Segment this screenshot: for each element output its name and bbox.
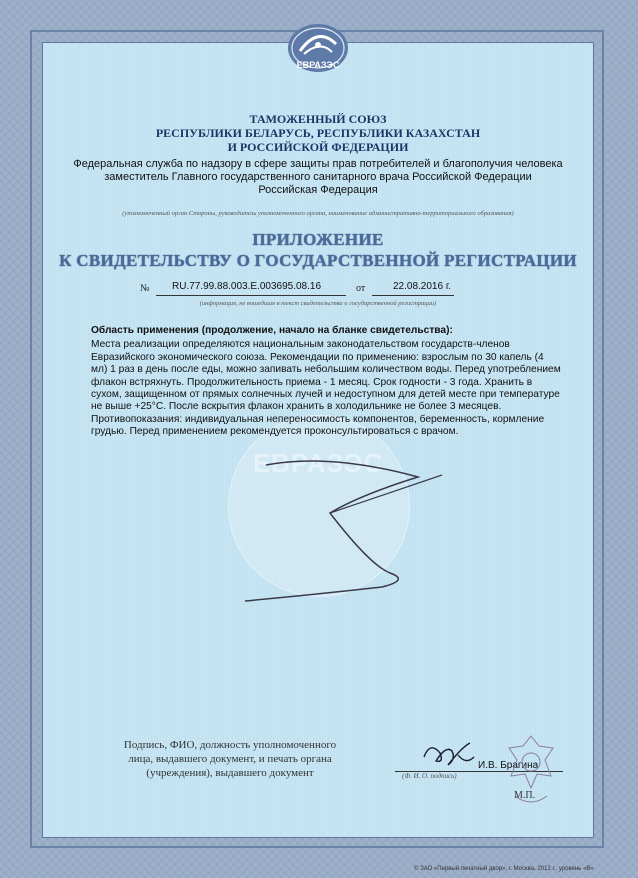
signature-instructions-line-3: (учреждения), выдавшего документ (146, 767, 314, 779)
authority-note: (уполномоченный орган Стороны, руководитель уполномоченного органа, наименование административно-территориального образования) (122, 210, 514, 217)
registration-date-label: от (356, 283, 366, 294)
application-scope (91, 325, 561, 439)
handwritten-signature (418, 735, 478, 773)
annex-title-line-1: ПРИЛОЖЕНИЕ (252, 230, 384, 249)
strike-through-mark (210, 455, 450, 605)
application-scope-text: Места реализации определяются национальным законодательством государств-членов Евразийского экономического союза. Рекомендации по применению: взрослым по 30 капель (4 мл) 1 раз в день после еды, можно запивать небольшим количеством воды. Перед употреблением флакон встряхнуть. Продолжительность приема - 1 месяц. Срок годности - 3 года. Хранить в сухом, защищенном от прямых солнечных лучей и недоступном для детей месте при температуре не выше +25°С. После вскрытия флакон хранить в холодильнике не более 3 месяцев. Противопоказания: индивидуальная непереносимость компонентов, беременность, кормление грудью. Перед применением рекомендуется проконсультироваться с врачом. (91, 339, 561, 438)
union-header (42, 112, 594, 154)
republics-line-1: РЕСПУБЛИКИ БЕЛАРУСЬ, РЕСПУБЛИКИ КАЗАХСТАН (155, 126, 481, 140)
signature-instructions-line-1: Подпись, ФИО, должность уполномоченного (123, 739, 337, 751)
printer-footer: © ЗАО «Первый печатный двор», г. Москва, 2012 г., уровень «В» (414, 866, 594, 872)
stamp-place-label: М.П. (514, 790, 536, 801)
authority-line-2: заместитель Главного государственного санитарного врача Российской Федерации (104, 171, 532, 183)
annex-title-line-2: К СВИДЕТЕЛЬСТВУ О ГОСУДАРСТВЕННОЙ РЕГИСТРАЦИИ (59, 251, 577, 270)
signature-instructions (95, 738, 365, 780)
registration-number: RU.77.99.88.003.Е.003695.08.16 (172, 281, 322, 292)
application-scope-heading: Область применения (продолжение, начало на бланке свидетельства): (91, 325, 453, 336)
stamp-emblem-icon (495, 730, 567, 820)
registration-note: (информация, не вошедшая в текст свидетельства о государственной регистрации) (199, 300, 437, 307)
authority-line-3: Российская Федерация (258, 184, 378, 196)
authority-line-1: Федеральная служба по надзору в сфере защиты прав потребителей и благополучия человека (73, 158, 563, 170)
authority-block (42, 158, 594, 197)
registration-number-label: № (140, 283, 150, 294)
registration-number-underline (156, 295, 346, 296)
annex-title (42, 229, 594, 271)
watermark-text: ЕВРАЗЭС (252, 448, 384, 478)
registration-date-underline (372, 295, 454, 296)
signatory-name: И.В. Брагина (478, 760, 539, 771)
union-title: ТАМОЖЕННЫЙ СОЮЗ (249, 112, 387, 126)
republics-line-2: И РОССИЙСКОЙ ФЕДЕРАЦИИ (227, 140, 409, 154)
emblem-label: ЕВРАЗЭС (296, 60, 340, 70)
signature-caption: (Ф. И. О. подпись) (402, 772, 457, 780)
signature-instructions-line-2: лица, выдавшего документ, и печать органа (128, 753, 332, 765)
registration-date: 22.08.2016 г. (393, 281, 452, 292)
